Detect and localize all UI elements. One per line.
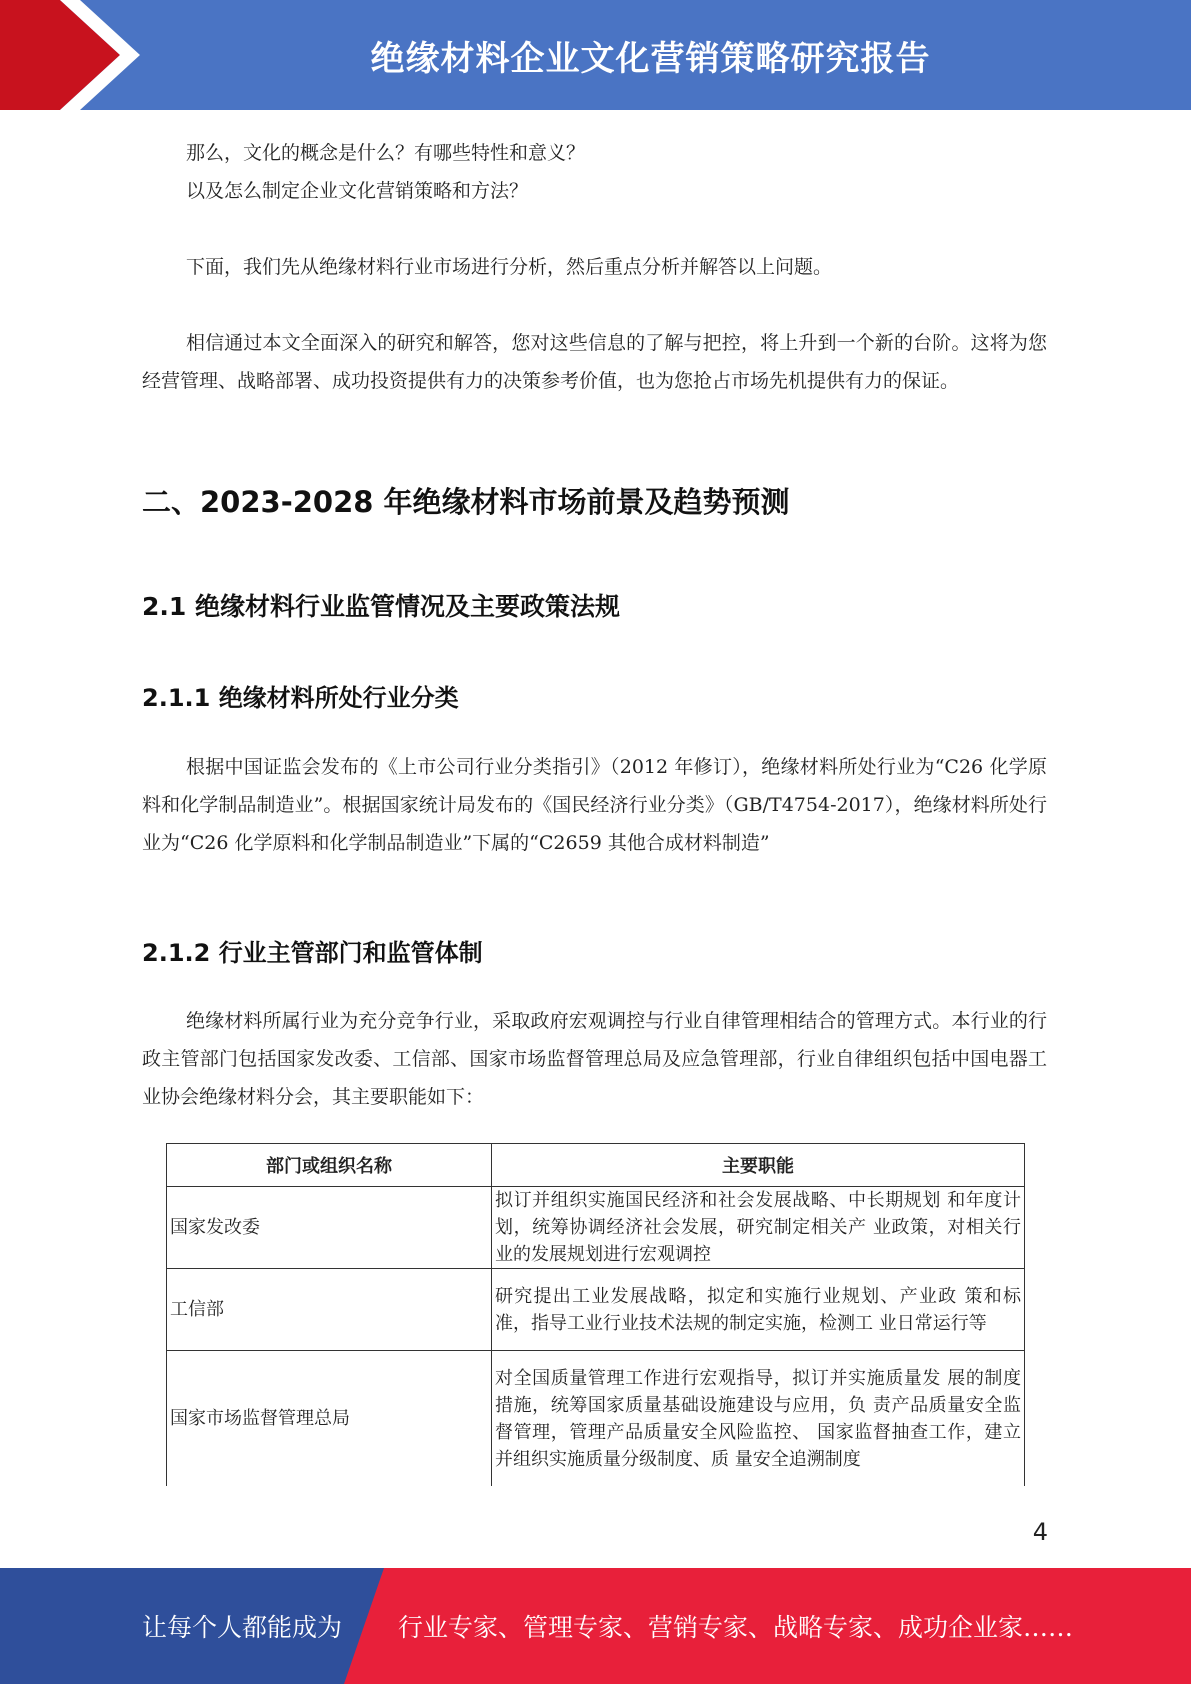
intro-paragraph-3: 相信通过本文全面深入的研究和解答，您对这些信息的了解与把控，将上升到一个新的台阶。这将为您经营管理、战略部署、成功投资提供有力的决策参考价值，也为您抢占市场先机提供有力的保证。 [142, 332, 1047, 392]
footer-slogan-right: 行业专家、管理专家、营销专家、战略专家、成功企业家…… [398, 1613, 1074, 1642]
table-row [167, 1269, 1025, 1351]
subsection-heading-2-1-2: 2.1.2 行业主管部门和监管体制 [142, 939, 483, 967]
table-cell-name: 国家发改委 [167, 1187, 492, 1269]
table-row [167, 1187, 1025, 1269]
paragraph-industry-classification: 根据中国证监会发布的《上市公司行业分类指引》（2012 年修订），绝缘材料所处行业为“C26 化学原料和化学制品制造业”。根据国家统计局发布的《国民经济行业分类》（GB/T4754-2017），绝缘材料所处行业为“C26 化学原料和化学制品制造业”下属的“C2659 其他合成材料制造” [142, 756, 1047, 854]
table-header-cell: 部门或组织名称 [167, 1144, 492, 1187]
table-cell-name: 工信部 [167, 1269, 492, 1351]
table-header-row [167, 1144, 1025, 1187]
table-cell-function: 拟订并组织实施国民经济和社会发展战略、中长期规划 和年度计划，统筹协调经济社会发展，研究制定相关产 业政策，对相关行业的发展规划进行宏观调控 [492, 1187, 1025, 1269]
intro-line-1: 那么，文化的概念是什么？有哪些特性和意义？ [186, 142, 586, 164]
table-cell-function: 研究提出工业发展战略，拟定和实施行业规划、产业政 策和标准，指导工业行业技术法规的制定实施，检测工 业日常运行等 [492, 1269, 1025, 1351]
footer-banner [0, 1568, 1191, 1684]
section-heading: 二、2023-2028 年绝缘材料市场前景及趋势预测 [142, 485, 790, 519]
subsection-heading-2-1: 2.1 绝缘材料行业监管情况及主要政策法规 [142, 592, 620, 621]
regulatory-bodies-table [166, 1143, 1025, 1486]
subsection-heading-2-1-1: 2.1.1 绝缘材料所处行业分类 [142, 684, 459, 712]
paragraph-regulatory-system: 绝缘材料所属行业为充分竞争行业，采取政府宏观调控与行业自律管理相结合的管理方式。本行业的行政主管部门包括国家发改委、工信部、国家市场监督管理总局及应急管理部，行业自律组织包括中国电器工业协会绝缘材料分会，其主要职能如下： [142, 1010, 1047, 1108]
page-number: 4 [1032, 1518, 1048, 1546]
header-arrow-graphic [0, 0, 160, 110]
table-cell-function: 对全国质量管理工作进行宏观指导，拟订并实施质量发 展的制度措施，统筹国家质量基础设施建设与应用，负 责产品质量安全监督管理，管理产品质量安全风险监控、 国家监督抽查工作，建立并组织实施质量分级制度、质 量安全追溯制度 [492, 1351, 1025, 1487]
table-row [167, 1351, 1025, 1487]
table-cell-name: 国家市场监督管理总局 [167, 1351, 492, 1487]
footer-slogan-left: 让每个人都能成为 [142, 1613, 343, 1642]
header-banner [0, 0, 1191, 110]
intro-line-2: 以及怎么制定企业文化营销策略和方法？ [186, 180, 529, 202]
intro-paragraph-2: 下面，我们先从绝缘材料行业市场进行分析，然后重点分析并解答以上问题。 [186, 256, 833, 278]
table-header-cell: 主要职能 [492, 1144, 1025, 1187]
report-title: 绝缘材料企业文化营销策略研究报告 [370, 38, 931, 79]
